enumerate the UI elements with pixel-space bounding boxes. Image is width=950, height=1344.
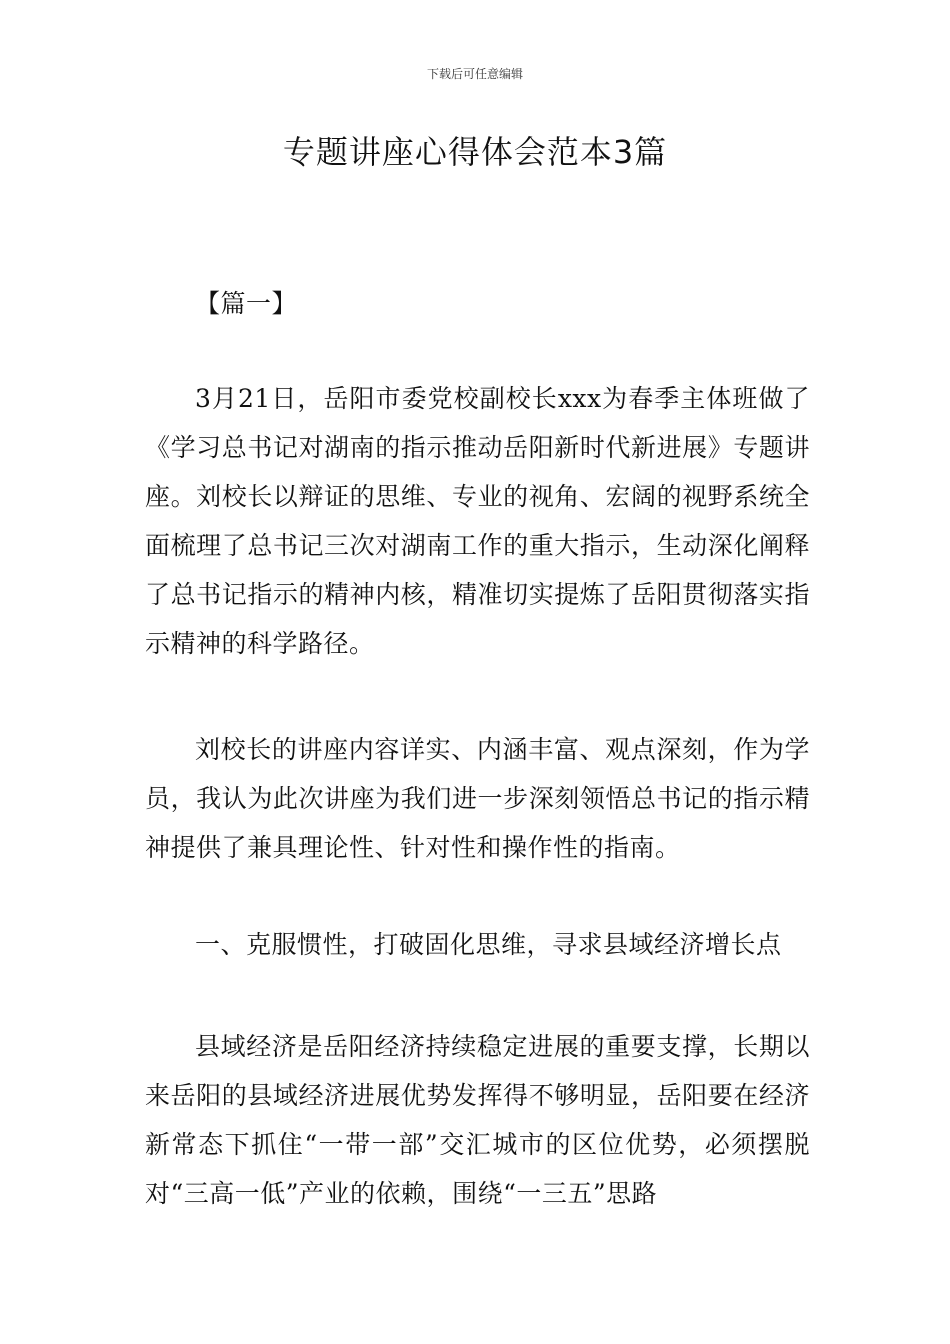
paragraph-2: 刘校长的讲座内容详实、内涵丰富、观点深刻，作为学员，我认为此次讲座为我们进一步深刻领悟总书记的指示精神提供了兼具理论性、针对性和操作性的指南。 <box>145 735 810 862</box>
subheading-block-1 <box>145 920 810 969</box>
document-title: 专题讲座心得体会范本3篇 <box>282 133 668 171</box>
section-label: 【篇一】 <box>195 289 298 318</box>
subheading-1: 一、克服惯性，打破固化思维，寻求县域经济增长点 <box>195 930 782 959</box>
paragraph-block-3 <box>145 1022 810 1218</box>
paragraph-3: 县域经济是岳阳经济持续稳定进展的重要支撑，长期以来岳阳的县域经济进展优势发挥得不够明显，岳阳要在经济新常态下抓住“一带一部”交汇城市的区位优势，必须摆脱对“三高一低”产业的依赖，围绕“一三五”思路 <box>145 1032 810 1208</box>
paragraph-1: 3月21日，岳阳市委党校副校长xxx为春季主体班做了《学习总书记对湖南的指示推动岳阳新时代新进展》专题讲座。刘校长以辩证的思维、专业的视角、宏阔的视野系统全面梳理了总书记三次对湖南工作的重大指示，生动深化阐释了总书记指示的精神内核，精准切实提炼了岳阳贯彻落实指示精神的科学路径。 <box>145 384 810 658</box>
header-note: 下载后可任意编辑 <box>426 67 523 81</box>
paragraph-block-2 <box>145 725 810 872</box>
paragraph-block-1 <box>145 374 810 668</box>
section-label-block <box>145 279 810 328</box>
